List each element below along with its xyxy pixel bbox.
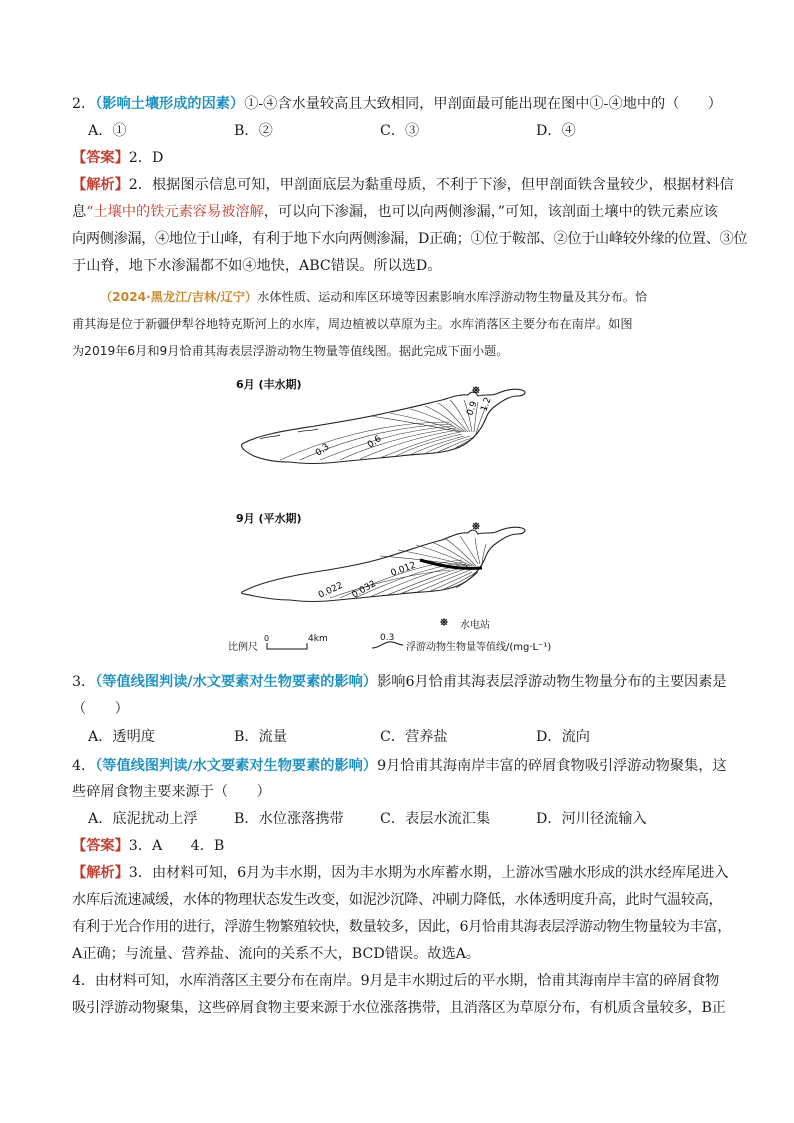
explanation-text: ，可以向下渗漏，也可以向两侧渗漏，”可知，该剖面土壤中的铁元素应该 bbox=[263, 204, 718, 220]
sept-hydro-station-icon bbox=[472, 522, 480, 530]
explanation-label: 【解析】 bbox=[72, 865, 129, 881]
contour-figure bbox=[220, 372, 580, 657]
legend-hydro-station-label: 水电站 bbox=[460, 620, 490, 631]
q4-option-c: C．表层水流汇集 bbox=[380, 811, 491, 827]
q4-option-d: D．河川径流输入 bbox=[536, 811, 647, 827]
scale-distance: 4km bbox=[308, 634, 328, 644]
june-label-12: 1.2 bbox=[479, 396, 494, 414]
q34-explanation-line-6: 吸引浮游动物聚集，这些碎屑食物主要来源于水位涨落携带，且消落区为草原分布，有机质含量较多，B正 bbox=[72, 1000, 726, 1016]
q3-option-c: C．营养盐 bbox=[380, 729, 448, 745]
source-line-3: 为2019年6月和9月恰甫其海表层浮游动物生物量等值线图。据此完成下面小题。 bbox=[72, 344, 509, 358]
q3-stem-line-1 bbox=[72, 672, 727, 692]
q34-explanation-line-4: A正确；与流量、营养盐、流向的关系不大，BCD错误。故选A。 bbox=[72, 946, 481, 962]
q3-option-a: A．透明度 bbox=[88, 729, 155, 745]
june-label-09: 0.9 bbox=[465, 400, 480, 418]
sept-contour-map bbox=[220, 514, 580, 624]
june-contour-map bbox=[220, 382, 580, 492]
q4-topic-tag: （等值线图判读/水文要素对生物要素的影响） bbox=[95, 758, 378, 774]
q3-option-b: B．流量 bbox=[234, 729, 287, 745]
q2-option-a: A．① bbox=[88, 123, 127, 139]
explanation-text: 2．根据图示信息可知，甲剖面底层为黏重母质，不利于下渗，但甲剖面铁含量较少，根据材料信 bbox=[128, 177, 734, 193]
answer-label: 【答案】 bbox=[72, 838, 129, 854]
q3-option-d: D．流向 bbox=[536, 729, 590, 745]
source-text: 水体性质、运动和库区环境等因素影响水库浮游动物生物量及其分布。恰 bbox=[257, 290, 648, 304]
q34-explanation-line-1 bbox=[72, 863, 729, 883]
q4-number: 4． bbox=[72, 758, 96, 774]
q2-topic-tag: （影响土壤形成的因素） bbox=[95, 96, 245, 112]
q4-stem-line-2: 些碎屑食物主要来源于（ ） bbox=[72, 784, 271, 800]
source-line-2: 甫其海是位于新疆伊犁谷地特克斯河上的水库，周边植被以草原为主。水库消落区主要分布在南岸。如图 bbox=[72, 317, 633, 331]
isoline-sample-value: 0.3 bbox=[380, 633, 395, 643]
q2-answer bbox=[72, 148, 163, 168]
scale-bar bbox=[266, 642, 308, 652]
scale-label: 比例尺 bbox=[228, 642, 258, 653]
sept-label-0032: 0.032 bbox=[350, 579, 378, 601]
legend-hydro-station-icon bbox=[438, 616, 450, 628]
june-map-title: 6月 (丰水期) bbox=[236, 378, 302, 391]
answer-text: 2．D bbox=[128, 150, 164, 166]
isoline-legend-label: 浮游动物生物量等值线/(mg·L⁻¹) bbox=[406, 642, 552, 653]
sept-label-0012: 0.012 bbox=[389, 560, 418, 579]
q4-option-a: A．底泥扰动上浮 bbox=[88, 811, 198, 827]
q34-explanation-line-2: 水库后流速减缓，水体的物理状态发生改变，如泥沙沉降、冲刷力降低，水体透明度升高，此时气温较高， bbox=[72, 892, 723, 908]
q2-explanation-line-1 bbox=[72, 175, 734, 195]
sept-label-0022: 0.022 bbox=[317, 580, 345, 601]
q3-stem-text: 影响6月恰甫其海表层浮游动物生物量分布的主要因素是 bbox=[377, 674, 727, 690]
source-tag: （2024·黑龙江/吉林/辽宁） bbox=[100, 290, 258, 304]
q3-number: 3． bbox=[72, 674, 96, 690]
q3-stem-line-2: （ ） bbox=[72, 701, 129, 717]
explanation-label: 【解析】 bbox=[72, 177, 129, 193]
source-line-1 bbox=[100, 287, 647, 307]
q34-explanation-line-5: 4．由材料可知，水库消落区主要分布在南岸。9月是丰水期过后的平水期，恰甫其海南岸丰富的碎屑食物 bbox=[72, 973, 720, 989]
q34-explanation-line-3: 有利于光合作用的进行，浮游生物繁殖较快，数量较多，因此，6月恰甫其海表层浮游动物生物量较为丰富， bbox=[72, 919, 732, 935]
q2-stem-text: ①-④含水量较高且大致相同，甲剖面最可能出现在图中①-④地中的（ ） bbox=[244, 96, 722, 112]
june-label-03: 0.3 bbox=[313, 442, 332, 459]
explanation-text: 息 bbox=[72, 204, 87, 220]
q2-explanation-line-3: 向两侧渗漏，④地位于山峰，有利于地下水向两侧渗漏，D正确；①位于鞍部、②位于山峰较外缘的位置、③位 bbox=[72, 231, 748, 247]
june-hydro-station-icon bbox=[472, 386, 480, 394]
q4-option-b: B．水位涨落携带 bbox=[234, 811, 344, 827]
scale-zero: 0 bbox=[264, 634, 270, 643]
june-label-06: 0.6 bbox=[365, 434, 384, 451]
sept-map-title: 9月 (平水期) bbox=[236, 512, 302, 525]
answer-label: 【答案】 bbox=[72, 150, 129, 166]
q34-answer bbox=[72, 836, 224, 856]
q2-option-d: D．④ bbox=[536, 123, 576, 139]
explanation-text: 3．由材料可知，6月为丰水期，因为丰水期为水库蓄水期，上游冰雪融水形成的洪水经库尾进入 bbox=[128, 865, 729, 881]
q2-option-b: B．② bbox=[234, 123, 273, 139]
q2-explanation-line-4: 于山脊，地下水渗漏都不如④地快，ABC错误。所以选D。 bbox=[72, 258, 442, 274]
q2-number: 2． bbox=[72, 96, 96, 112]
explanation-quote: “土壤中的铁元素容易被溶解 bbox=[86, 204, 264, 220]
q2-option-c: C．③ bbox=[380, 123, 420, 139]
answer-text: 3．A 4．B bbox=[128, 838, 225, 854]
q2-stem bbox=[72, 94, 722, 114]
q2-explanation-line-2 bbox=[72, 202, 718, 222]
q4-stem-text: 9月恰甫其海南岸丰富的碎屑食物吸引浮游动物聚集，这 bbox=[377, 758, 727, 774]
q4-stem-line-1 bbox=[72, 756, 727, 776]
q3-topic-tag: （等值线图判读/水文要素对生物要素的影响） bbox=[95, 674, 378, 690]
